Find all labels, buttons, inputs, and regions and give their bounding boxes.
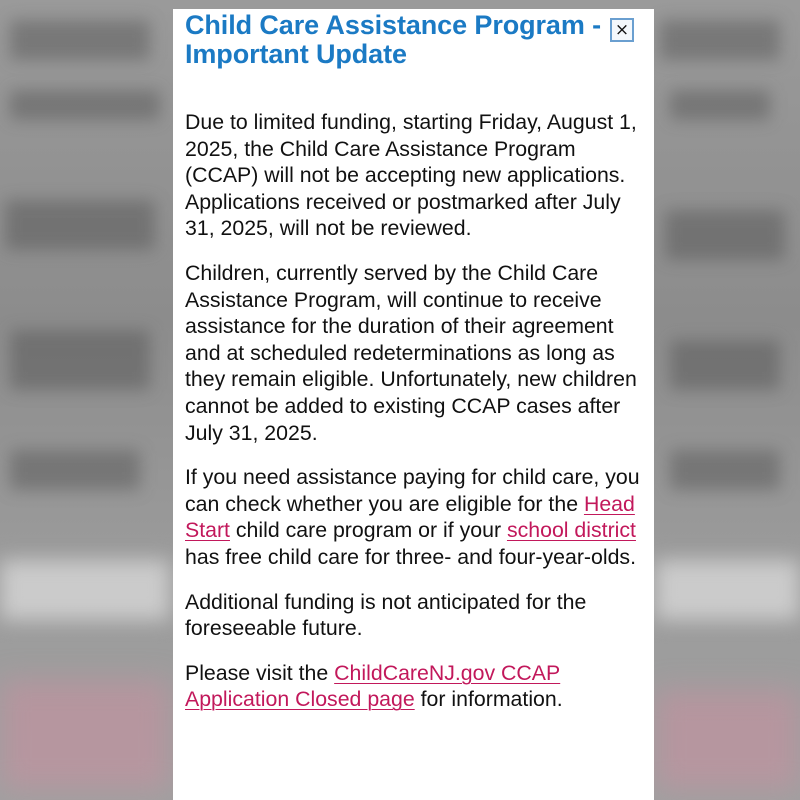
modal-body	[185, 109, 645, 713]
visit-text-2: for information.	[414, 687, 563, 712]
assistance-text-1: If you need assistance paying for child care, you can check whether you are eligible for the	[185, 465, 640, 516]
funding-paragraph: Due to limited funding, starting Friday, August 1, 2025, the Child Care Assistance Program (CCAP) will not be accepting new applications. Applications received or postmarked after July 31, 2025, will not be reviewed.	[185, 110, 637, 241]
blurred-block	[670, 450, 780, 490]
close-button[interactable]	[610, 18, 634, 42]
funding-outlook-paragraph: Additional funding is not anticipated for the foreseeable future.	[185, 589, 587, 641]
school-district-link[interactable]: school district	[506, 518, 636, 543]
blurred-block	[10, 450, 140, 490]
blurred-block	[10, 330, 150, 390]
assistance-text-3: has free child care for three- and four-year-olds.	[185, 544, 636, 569]
blurred-block	[0, 560, 170, 620]
blurred-block	[0, 680, 170, 790]
current-children-paragraph: Children, currently served by the Child Care Assistance Program, will continue to receive assistance for the duration of their agreement and at scheduled redeterminations as long as they remain eligible. Unfortunately, new children cannot be added to existing CCAP cases after July 31, 2025.	[185, 260, 637, 445]
assistance-text-2: child care program or if your	[229, 518, 507, 543]
ccap-closed-page-link[interactable]: ChildCareNJ.gov CCAP Application Closed page	[185, 660, 561, 712]
blurred-block	[665, 210, 785, 260]
blurred-block	[10, 20, 150, 60]
visit-text-1: Please visit the	[185, 660, 335, 685]
blurred-block	[5, 200, 155, 250]
blurred-block	[655, 560, 800, 620]
blurred-block	[660, 20, 780, 60]
visit-paragraph	[185, 660, 645, 713]
blurred-block	[670, 340, 780, 390]
head-start-link[interactable]: Head Start	[185, 491, 635, 543]
modal-title: Child Care Assistance Program - Important Update	[185, 10, 602, 69]
update-modal	[173, 9, 654, 800]
blurred-block	[10, 90, 160, 120]
blurred-block	[670, 90, 770, 120]
close-icon: ×	[614, 20, 630, 40]
blurred-block	[655, 690, 800, 790]
assistance-paragraph	[185, 464, 645, 570]
